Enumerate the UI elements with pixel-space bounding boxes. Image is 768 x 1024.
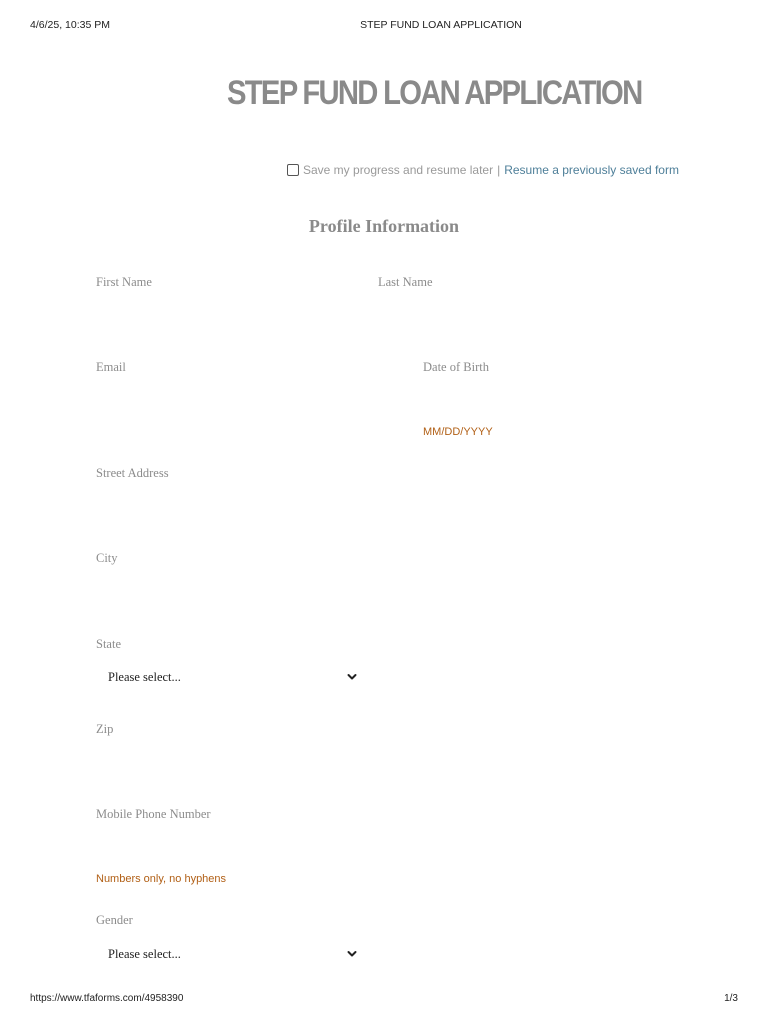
print-header-title: STEP FUND LOAN APPLICATION xyxy=(360,19,522,31)
gender-select-value: Please select... xyxy=(108,946,181,961)
first-name-label: First Name xyxy=(96,275,152,289)
gender-select[interactable] xyxy=(96,944,358,964)
save-progress-checkbox[interactable] xyxy=(287,164,299,176)
print-footer-page-number: 1/3 xyxy=(724,993,738,1004)
chevron-down-icon xyxy=(346,948,358,960)
save-separator: | xyxy=(497,163,501,177)
street-address-label: Street Address xyxy=(96,466,169,480)
print-header-datetime: 4/6/25, 10:35 PM xyxy=(30,19,110,31)
last-name-label: Last Name xyxy=(378,275,433,289)
chevron-down-icon xyxy=(346,671,358,683)
gender-label: Gender xyxy=(96,913,133,927)
dob-format-hint: MM/DD/YYYY xyxy=(423,426,493,438)
dob-label: Date of Birth xyxy=(423,360,489,374)
print-footer-url: https://www.tfaforms.com/4958390 xyxy=(30,993,184,1004)
mobile-phone-hint: Numbers only, no hyphens xyxy=(96,873,227,885)
resume-saved-form-link[interactable]: Resume a previously saved form xyxy=(504,163,679,177)
form-title: STEP FUND LOAN APPLICATION xyxy=(227,74,642,112)
email-label: Email xyxy=(96,360,126,374)
state-label: State xyxy=(96,637,121,651)
state-select[interactable] xyxy=(96,667,358,687)
zip-label: Zip xyxy=(96,722,114,736)
city-label: City xyxy=(96,551,118,565)
save-progress-label[interactable]: Save my progress and resume later xyxy=(303,163,494,177)
section-title-profile: Profile Information xyxy=(308,216,460,236)
save-progress-row xyxy=(287,163,679,177)
mobile-phone-label: Mobile Phone Number xyxy=(96,807,211,821)
state-select-value: Please select... xyxy=(108,669,181,684)
